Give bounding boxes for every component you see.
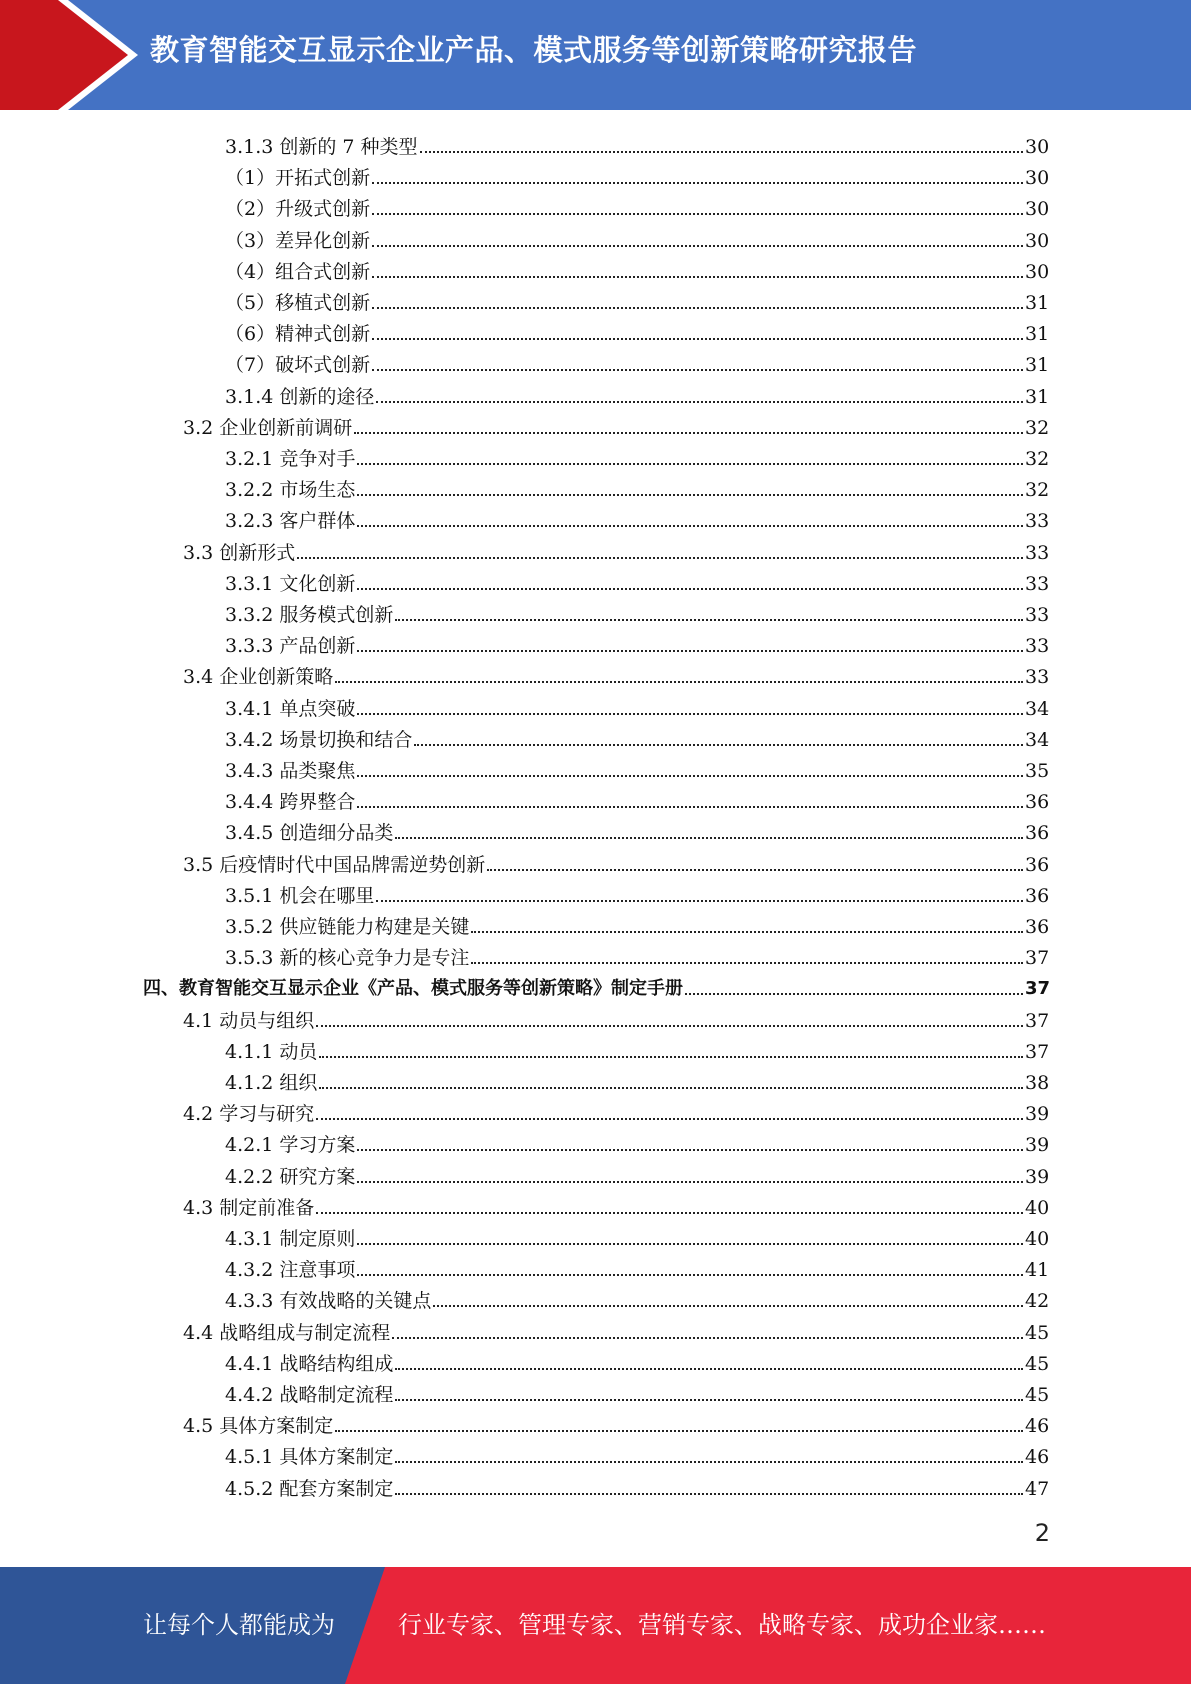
toc-leader-dots: [395, 837, 1023, 839]
toc-leader-dots: [395, 1493, 1023, 1495]
toc-leader-dots: [372, 338, 1023, 340]
page-number: 2: [1034, 1519, 1050, 1547]
toc-leader-dots: [335, 1430, 1023, 1432]
toc-entry-page: 33: [1025, 666, 1050, 689]
toc-entry-label: 3.5.1 机会在哪里: [225, 884, 375, 907]
toc-entry-label: 3.3 创新形式: [183, 541, 296, 564]
toc-entry-label: 3.3.2 服务模式创新: [225, 604, 394, 626]
toc-entry[interactable]: [0, 690, 1048, 721]
toc-entry-label: 3.2.1 竞争对手: [225, 448, 356, 470]
toc-entry[interactable]: [0, 190, 1048, 221]
toc-entry-label: （5）移植式创新: [225, 292, 371, 314]
toc-entry-page: 35: [1025, 760, 1050, 782]
toc-entry-page: 30: [1025, 260, 1050, 283]
toc-entry[interactable]: [0, 284, 1048, 315]
toc-entry-page: 32: [1025, 479, 1050, 502]
toc-entry[interactable]: [0, 1158, 1048, 1189]
toc-leader-dots: [372, 307, 1023, 309]
toc-leader-dots: [357, 525, 1023, 527]
toc-leader-dots: [357, 494, 1023, 496]
toc-leader-dots: [319, 1087, 1023, 1089]
toc-entry-label: 4.1.1 动员: [225, 1040, 318, 1063]
toc-entry-label: 4.4 战略组成与制定流程: [183, 1321, 391, 1344]
toc-entry-label: 4.4.2 战略制定流程: [225, 1384, 394, 1406]
toc-entry-page: 46: [1025, 1415, 1050, 1438]
toc-entry[interactable]: [0, 315, 1048, 346]
toc-entry-label: 4.3.3 有效战略的关键点: [225, 1290, 432, 1313]
toc-entry-label: （1）开拓式创新: [225, 167, 371, 190]
toc-leader-dots: [357, 588, 1023, 590]
toc-entry[interactable]: [0, 627, 1048, 658]
toc-entry-page: 30: [1025, 198, 1050, 221]
toc-entry-label: 3.4.5 创造细分品类: [225, 822, 394, 845]
toc-entry[interactable]: [0, 908, 1048, 939]
toc-entry-page: 32: [1025, 416, 1050, 439]
toc-entry[interactable]: [0, 159, 1048, 190]
toc-entry[interactable]: [0, 814, 1048, 845]
toc-entry-label: 3.1.4 创新的途径: [225, 385, 375, 408]
toc-entry[interactable]: [0, 1345, 1048, 1376]
toc-leader-dots: [357, 650, 1023, 652]
toc-leader-dots: [335, 681, 1023, 683]
toc-entry-page: 45: [1025, 1384, 1050, 1406]
page-header: [0, 0, 1191, 110]
toc-leader-dots: [433, 1305, 1023, 1307]
toc-entry[interactable]: [0, 409, 1048, 440]
toc-entry-label: 4.1 动员与组织: [183, 1009, 315, 1032]
toc-entry-page: 30: [1025, 229, 1050, 252]
page-footer: [0, 1567, 1191, 1684]
toc-entry[interactable]: [0, 721, 1048, 752]
toc-entry-page: 31: [1025, 385, 1050, 408]
toc-leader-dots: [420, 151, 1023, 153]
toc-entry-label: 3.2.3 客户群体: [225, 510, 356, 533]
toc-entry-page: 36: [1025, 791, 1050, 814]
toc-leader-dots: [372, 276, 1023, 278]
toc-entry-label: 4.4.1 战略结构组成: [225, 1352, 394, 1375]
toc-entry-label: 3.2 企业创新前调研: [183, 416, 353, 439]
toc-entry-page: 37: [1025, 978, 1051, 1000]
toc-entry-label: 4.5 具体方案制定: [183, 1415, 334, 1438]
toc-entry-label: （3）差异化创新: [225, 229, 371, 252]
toc-entry-page: 32: [1025, 448, 1050, 470]
toc-entry-label: 4.2 学习与研究: [183, 1103, 315, 1126]
toc-leader-dots: [316, 1118, 1023, 1120]
toc-entry[interactable]: [0, 128, 1048, 159]
toc-entry-page: 37: [1025, 1040, 1050, 1063]
toc-entry-page: 34: [1025, 697, 1050, 720]
toc-leader-dots: [395, 1399, 1023, 1401]
toc-entry-page: 42: [1025, 1290, 1050, 1313]
toc-entry-page: 34: [1025, 728, 1050, 751]
toc-entry-label: 3.4.2 场景切换和结合: [225, 728, 413, 751]
toc-entry-label: 四、教育智能交互显示企业《产品、模式服务等创新策略》制定手册: [143, 978, 683, 1000]
toc-entry[interactable]: [0, 1314, 1048, 1345]
toc-entry[interactable]: [0, 1407, 1048, 1438]
toc-entry[interactable]: [0, 1220, 1048, 1251]
toc-entry-page: 45: [1025, 1321, 1050, 1344]
toc-entry-page: 45: [1025, 1352, 1050, 1375]
toc-leader-dots: [357, 775, 1023, 777]
toc-leader-dots: [685, 993, 1023, 995]
toc-entry-page: 31: [1025, 323, 1050, 346]
toc-entry-label: （2）升级式创新: [225, 198, 371, 221]
toc-entry[interactable]: [0, 253, 1048, 284]
toc-leader-dots: [357, 1181, 1023, 1183]
toc-entry[interactable]: [0, 1033, 1048, 1064]
toc-entry-page: 47: [1025, 1477, 1050, 1500]
toc-entry[interactable]: [0, 565, 1048, 596]
toc-entry[interactable]: [0, 1438, 1048, 1469]
toc-entry[interactable]: [0, 1470, 1048, 1501]
toc-leader-dots: [357, 1243, 1023, 1245]
toc-entry[interactable]: [0, 1282, 1048, 1313]
toc-leader-dots: [414, 744, 1023, 746]
toc-entry[interactable]: [0, 596, 1048, 627]
toc-leader-dots: [376, 900, 1023, 902]
toc-entry-page: 36: [1025, 822, 1050, 845]
toc-entry[interactable]: [0, 752, 1048, 783]
toc-entry[interactable]: [0, 1376, 1048, 1407]
toc-entry-page: 39: [1025, 1134, 1050, 1157]
footer-slogan: 让每个人都能成为: [143, 1611, 335, 1639]
toc-entry-label: 4.3.1 制定原则: [225, 1228, 356, 1250]
toc-leader-dots: [372, 369, 1023, 371]
toc-leader-dots: [395, 1368, 1023, 1370]
footer-roles: 行业专家、管理专家、营销专家、战略专家、成功企业家……: [398, 1611, 1046, 1639]
toc-entry-page: 46: [1025, 1446, 1050, 1469]
toc-entry-label: 3.4.3 品类聚焦: [225, 760, 356, 782]
toc-entry[interactable]: [0, 346, 1048, 377]
toc-entry-page: 33: [1025, 572, 1050, 595]
toc-entry-label: 3.2.2 市场生态: [225, 479, 356, 502]
toc-entry-label: 3.4 企业创新策略: [183, 666, 334, 689]
toc-entry-page: 30: [1025, 167, 1050, 190]
toc-entry-page: 33: [1025, 541, 1050, 564]
toc-leader-dots: [372, 213, 1023, 215]
toc-entry[interactable]: [0, 222, 1048, 253]
toc-entry-label: 4.3 制定前准备: [183, 1196, 315, 1219]
toc-entry-label: 3.5.2 供应链能力构建是关键: [225, 916, 470, 938]
toc-entry-page: 36: [1025, 853, 1050, 876]
toc-leader-dots: [392, 1337, 1023, 1339]
toc-entry-label: 3.5 后疫情时代中国品牌需逆势创新: [183, 853, 486, 876]
toc-leader-dots: [395, 619, 1023, 621]
toc-entry[interactable]: [0, 440, 1048, 471]
toc-entry-page: 31: [1025, 354, 1050, 377]
toc-entry-page: 36: [1025, 884, 1050, 907]
toc-entry[interactable]: [0, 378, 1048, 409]
toc-entry-label: 3.5.3 新的核心竞争力是专注: [225, 947, 470, 970]
toc-leader-dots: [372, 245, 1023, 247]
toc-entry[interactable]: [0, 502, 1048, 533]
toc-entry[interactable]: [0, 1126, 1048, 1157]
toc-entry-label: 3.3.1 文化创新: [225, 572, 356, 595]
toc-leader-dots: [471, 931, 1023, 933]
toc-entry[interactable]: [0, 1064, 1048, 1095]
toc-leader-dots: [354, 432, 1023, 434]
toc-entry-page: 30: [1025, 136, 1050, 158]
toc-entry-page: 39: [1025, 1103, 1050, 1126]
toc-entry-label: 4.5.1 具体方案制定: [225, 1446, 394, 1469]
toc-entry-label: 3.1.3 创新的 7 种类型: [225, 136, 418, 158]
toc-entry-label: （4）组合式创新: [225, 260, 371, 283]
toc-entry-page: 31: [1025, 292, 1050, 314]
toc-leader-dots: [487, 869, 1023, 871]
toc-leader-dots: [319, 1056, 1023, 1058]
toc-entry-page: 39: [1025, 1165, 1050, 1188]
toc-entry-page: 33: [1025, 604, 1050, 626]
toc-entry-page: 36: [1025, 916, 1050, 938]
toc-leader-dots: [357, 713, 1023, 715]
toc-entry-label: 4.3.2 注意事项: [225, 1259, 356, 1282]
toc-entry[interactable]: [0, 1095, 1048, 1126]
toc-entry-page: 40: [1025, 1196, 1050, 1219]
toc-entry[interactable]: [0, 970, 1051, 1001]
toc-entry[interactable]: [0, 783, 1048, 814]
toc-entry-page: 38: [1025, 1072, 1050, 1094]
toc-entry-label: 4.2.2 研究方案: [225, 1165, 356, 1188]
toc-leader-dots: [395, 1461, 1023, 1463]
toc-entry[interactable]: [0, 846, 1048, 877]
header-title: 教育智能交互显示企业产品、模式服务等创新策略研究报告: [150, 33, 918, 67]
toc-leader-dots: [357, 806, 1023, 808]
toc-entry[interactable]: [0, 534, 1048, 565]
toc-leader-dots: [372, 182, 1023, 184]
toc-entry[interactable]: [0, 471, 1048, 502]
toc-entry[interactable]: [0, 1189, 1048, 1220]
toc-leader-dots: [357, 463, 1023, 465]
toc-entry-page: 33: [1025, 635, 1050, 658]
toc-entry-label: 4.1.2 组织: [225, 1072, 318, 1094]
toc-entry-label: 3.3.3 产品创新: [225, 635, 356, 658]
toc-entry-page: 37: [1025, 947, 1050, 970]
toc-leader-dots: [376, 401, 1023, 403]
toc-entry-page: 41: [1025, 1259, 1050, 1282]
toc-entry[interactable]: [0, 658, 1048, 689]
toc-leader-dots: [357, 1149, 1023, 1151]
toc-entry-label: 3.4.1 单点突破: [225, 697, 356, 720]
toc-entry-page: 40: [1025, 1228, 1050, 1250]
toc-entry-page: 37: [1025, 1009, 1050, 1032]
toc-entry[interactable]: [0, 877, 1048, 908]
toc-entry[interactable]: [0, 1251, 1048, 1282]
toc-entry-label: （7）破坏式创新: [225, 354, 371, 377]
toc-leader-dots: [316, 1025, 1023, 1027]
toc-leader-dots: [357, 1274, 1023, 1276]
toc-leader-dots: [471, 962, 1023, 964]
toc-entry-label: 3.4.4 跨界整合: [225, 791, 356, 814]
toc-entry-label: 4.5.2 配套方案制定: [225, 1477, 394, 1500]
toc-entry-page: 33: [1025, 510, 1050, 533]
toc-leader-dots: [316, 1212, 1023, 1214]
toc-entry-label: 4.2.1 学习方案: [225, 1134, 356, 1157]
toc-entry-label: （6）精神式创新: [225, 323, 371, 346]
toc-leader-dots: [297, 557, 1023, 559]
toc-entry[interactable]: [0, 1002, 1048, 1033]
toc-entry[interactable]: [0, 939, 1048, 970]
